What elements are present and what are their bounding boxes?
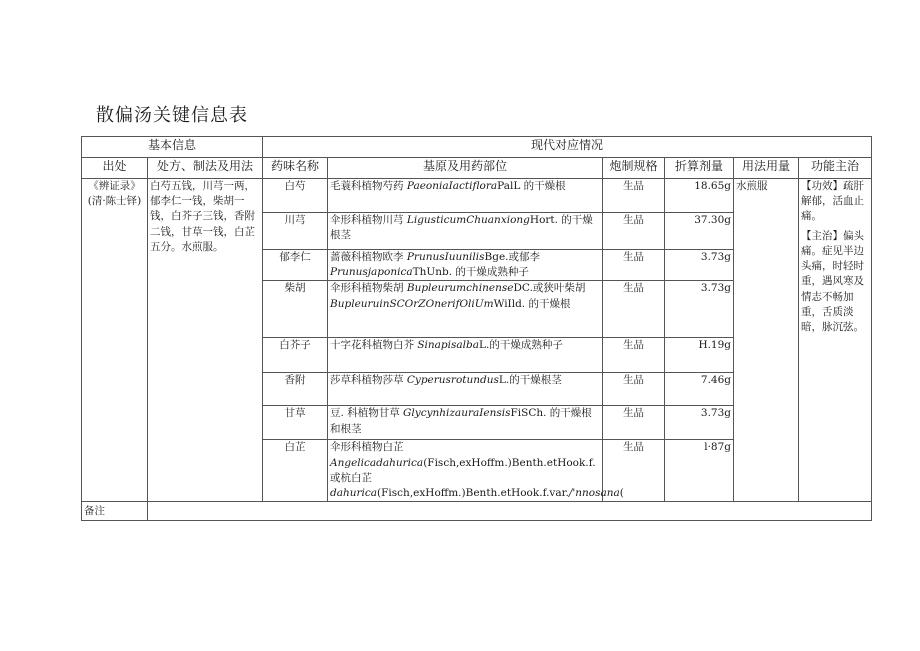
origin-cell — [328, 281, 603, 338]
note-value — [148, 502, 872, 521]
herb-name-cell: 白芍 — [263, 179, 328, 213]
herb-name-cell: 香附 — [263, 373, 328, 406]
dosage-cell: 18.65g — [665, 179, 734, 213]
function-effect-text: 【功效】疏肝解郁，活血止痛。 — [801, 180, 865, 223]
latin-name: PrunusIuunilis — [406, 251, 485, 263]
origin-cell — [328, 373, 603, 406]
herb-name-cell: 柴胡 — [263, 281, 328, 338]
origin-text: 毛蓑科植物芍药 — [330, 180, 407, 192]
processing-cell: 生品 — [603, 281, 665, 338]
origin-text: L.的干燥成熟种子 — [479, 339, 563, 352]
herb-name-cell: 白芥子 — [263, 338, 328, 373]
function-header: 功能主治 — [799, 158, 872, 179]
latin-name: Sinapisalba — [417, 339, 480, 352]
table-row — [82, 179, 872, 213]
function-cell — [799, 179, 872, 502]
origin-text: DC.或狭叶柴胡 — [513, 282, 586, 295]
dosage-cell: 3.73g — [665, 406, 734, 440]
processing-cell: 生品 — [603, 406, 665, 440]
origin-text: (Fisch,exHoffm.)Benth.etHook.f.或杭白芷 — [330, 456, 596, 484]
latin-name: LigusticumChuanxiong — [406, 214, 530, 226]
origin-text: 豆. 科植物甘草 — [330, 407, 404, 420]
latin-name: BupleuruinSCOrZOnerifOliUm — [330, 297, 494, 310]
function-indication-text: 【主治】偏头痛。症见半边头痛，时轻时重，遇风寒及情志不畅加重，舌质淡暗，脉沉弦。 — [801, 229, 865, 333]
origin-text: 伞形科植物白芷 — [330, 441, 404, 454]
processing-cell: 生品 — [603, 440, 665, 502]
origin-text: PalL 的干燥根 — [497, 180, 566, 192]
source-cell: 《辨证录》(清·陈士铎) — [82, 179, 148, 502]
source-header: 出处 — [82, 158, 148, 179]
processing-cell: 生品 — [603, 338, 665, 373]
note-label: 备注 — [82, 502, 148, 521]
origin-header: 基原及用药部位 — [328, 158, 603, 179]
origin-cell — [328, 440, 624, 502]
herb-name-header: 药味名称 — [263, 158, 328, 179]
origin-text: 莎草科植物莎草 — [330, 374, 407, 387]
dosage-cell: 3.73g — [665, 250, 734, 281]
usage-cell: 水煎服 — [734, 179, 799, 502]
origin-text: 伞形科植物柴胡 — [330, 282, 407, 295]
herb-name-cell: 甘草 — [263, 406, 328, 440]
origin-cell — [328, 406, 603, 440]
note-row — [82, 502, 872, 521]
latin-name: Prunusjaponica — [330, 266, 413, 279]
origin-text: WiIld. 的干燥根 — [493, 297, 571, 310]
modern-info-header: 现代对应情况 — [263, 137, 872, 158]
dosage-cell: 37.30g — [665, 213, 734, 250]
dosage-header: 折算剂量 — [665, 158, 734, 179]
prescription-cell: 白芍五钱，川芎一两，郁李仁一钱，柴胡一钱，白芥子三钱，香附二钱，甘草一钱，白芷五分。水煎服。 — [148, 179, 263, 502]
origin-text: 伞形科植物川芎 — [330, 214, 407, 226]
processing-cell: 生品 — [603, 250, 665, 281]
dosage-cell: l·87g — [665, 440, 734, 502]
origin-text: 十字花科植物白芥 — [330, 339, 418, 352]
origin-text: FiSCh. 的干燥根和根茎 — [330, 407, 592, 435]
herb-name-cell: 川芎 — [263, 213, 328, 250]
origin-cell — [328, 213, 603, 250]
origin-text: Bge.或郁李 — [484, 251, 541, 263]
page-title: 散偏汤关键信息表 — [96, 105, 248, 126]
dosage-cell: 7.46g — [665, 373, 734, 406]
latin-name: PaeoniaIactiflora — [406, 180, 498, 192]
latin-name: GlycynhizauraIensis — [403, 407, 511, 420]
usage-header: 用法用量 — [734, 158, 799, 179]
basic-info-header: 基本信息 — [82, 137, 263, 158]
processing-cell: 生品 — [603, 213, 665, 250]
origin-text: (Fisch,exHoffm.)Benth.etHook.f.var. — [377, 487, 569, 500]
origin-text: ThUnb. 的干燥成熟种子 — [412, 266, 529, 279]
processing-cell: 生品 — [603, 373, 665, 406]
origin-cell — [328, 250, 603, 281]
header-row-group — [82, 137, 872, 158]
dosage-cell: H.19g — [665, 338, 734, 373]
origin-text: 蔷薇科植物欧李 — [330, 251, 407, 263]
latin-name: ∕'nnosana — [568, 487, 620, 500]
dosage-cell: 3.73g — [665, 281, 734, 338]
latin-name: Cyperusrotundus — [406, 374, 499, 387]
origin-cell — [328, 179, 603, 213]
processing-header: 炮制规格 — [603, 158, 665, 179]
herb-name-cell: 郁李仁 — [263, 250, 328, 281]
prescription-header: 处方、制法及用法 — [148, 158, 263, 179]
latin-name: dahurica — [330, 487, 378, 500]
origin-text: Hort. 的干燥根茎 — [330, 214, 593, 242]
origin-text: ( — [619, 487, 624, 500]
origin-text: L.的干燥根茎 — [498, 374, 562, 387]
origin-cell — [328, 338, 603, 373]
header-row-columns — [82, 158, 872, 179]
latin-name: Bupleurumchinense — [406, 282, 514, 295]
herb-name-cell: 白芷 — [263, 440, 328, 502]
processing-cell: 生品 — [603, 179, 665, 213]
latin-name: Angelicadahurica — [330, 456, 424, 469]
key-info-table — [81, 136, 872, 521]
